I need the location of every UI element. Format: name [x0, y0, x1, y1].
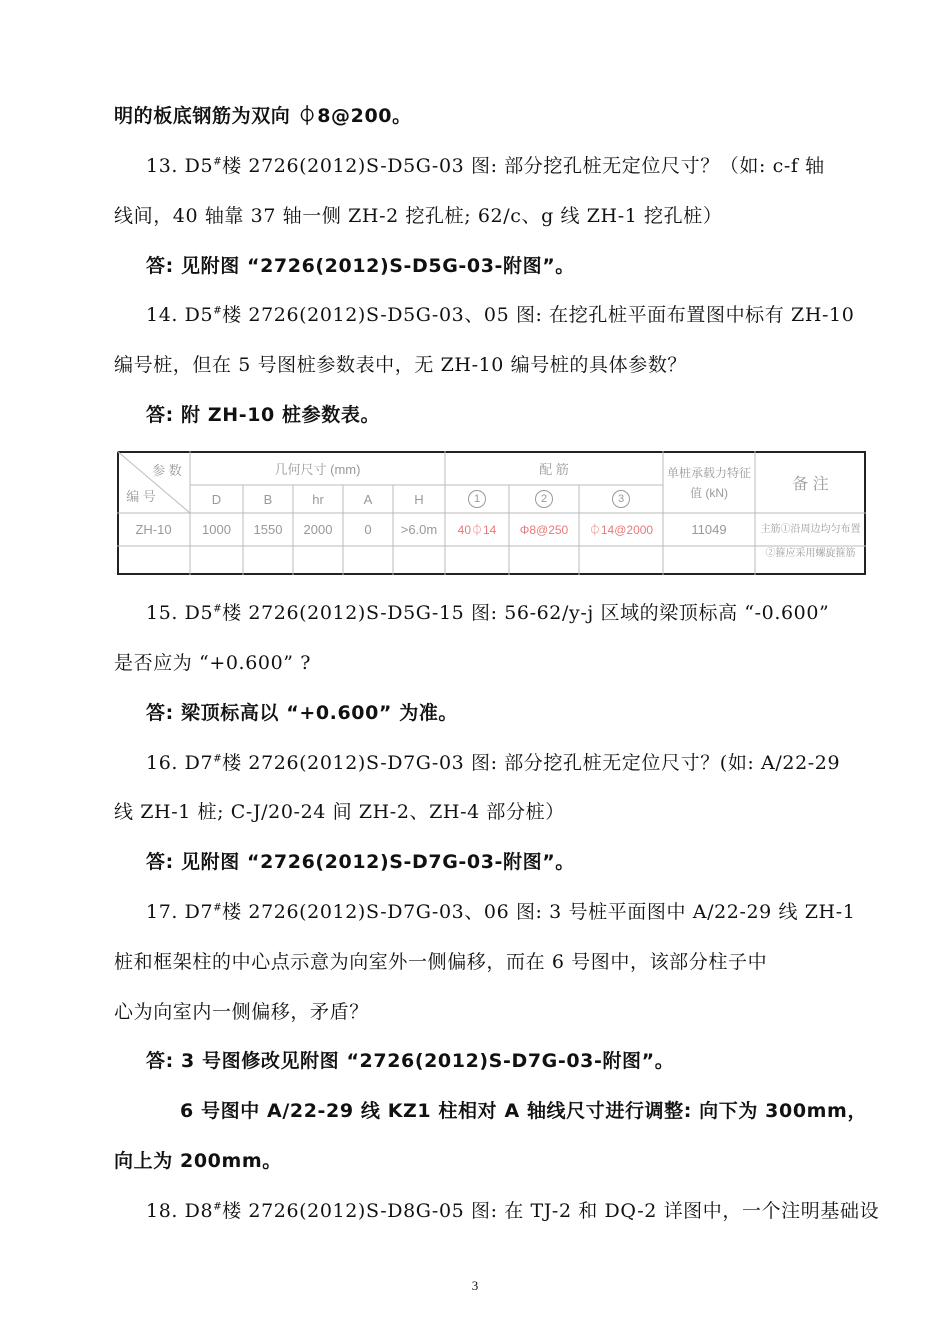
paragraph-line: 向上为 200mm。 — [114, 1150, 282, 1172]
rebar-index-1: 1 — [445, 485, 509, 513]
paragraph-line: 明的板底钢筋为双向 ⏀8@200。 — [114, 105, 412, 127]
cell-h: >6.0m — [400, 522, 438, 537]
paragraph-line: 是否应为 “+0.600” ? — [114, 652, 312, 674]
answer-13: 答: 见附图 “2726(2012)S-D5G-03-附图”。 — [146, 255, 575, 277]
question-17: 17. D7#楼 2726(2012)S-D7G-03、06 图: 3 号桩平面图中 A/22-29 线 ZH-1 — [146, 901, 856, 923]
rebar-index-3: 3 — [579, 485, 663, 513]
cell-rebar-1: 40⏀14 — [457, 523, 497, 537]
question-13: 13. D5#楼 2726(2012)S-D5G-03 图: 部分挖孔桩无定位尺寸？（如: c-f 轴 — [146, 155, 825, 177]
header-remark: 备 注 — [792, 475, 829, 493]
answer-17-detail: 6 号图中 A/22-29 线 KZ1 柱相对 A 轴线尺寸进行调整: 向下为 300mm， — [180, 1100, 868, 1122]
paragraph-line: 桩和框架柱的中心点示意为向室外一侧偏移，而在 6 号图中，该部分柱子中 — [114, 951, 768, 973]
cell-rebar-3: ⏀14@2000 — [588, 523, 654, 537]
paragraph-line: 线 ZH-1 桩; C-J/20-24 间 ZH-2、ZH-4 部分桩） — [114, 801, 565, 823]
cell-capacity: 11049 — [691, 522, 727, 537]
pile-parameter-table — [117, 451, 866, 575]
cell-rebar-2: Φ8@250 — [519, 522, 569, 537]
answer-17: 答: 3 号图修改见附图 “2726(2012)S-D7G-03-附图”。 — [146, 1050, 675, 1072]
cell-b: 1550 — [253, 522, 283, 537]
paragraph-line: 心为向室内一侧偏移，矛盾？ — [114, 1001, 369, 1023]
sub-header-d: D — [211, 491, 222, 507]
question-16: 16. D7#楼 2726(2012)S-D7G-03 图: 部分挖孔桩无定位尺寸？(如: A/22-29 — [146, 752, 841, 774]
sub-header-a: A — [363, 491, 373, 507]
question-14: 14. D5#楼 2726(2012)S-D5G-03、05 图: 在挖孔桩平面布置图中标有 ZH-10 — [146, 304, 855, 326]
question-15: 15. D5#楼 2726(2012)S-D5G-15 图: 56-62/y-j 区域的梁顶标高 “-0.600” — [146, 602, 830, 624]
cell-id: ZH-10 — [135, 522, 172, 537]
question-18: 18. D8#楼 2726(2012)S-D8G-05 图: 在 TJ-2 和 DQ-2 详图中，一个注明基础设 — [146, 1200, 880, 1222]
cell-a: 0 — [364, 522, 372, 537]
sub-header-h: H — [414, 491, 424, 507]
rebar-index-2: 2 — [509, 485, 579, 513]
answer-15: 答: 梁顶标高以 “+0.600” 为准。 — [146, 702, 459, 724]
paragraph-line: 编号桩，但在 5 号图桩参数表中，无 ZH-10 编号桩的具体参数？ — [114, 354, 688, 376]
cell-remark-1: 主筋①沿周边均匀布置 — [760, 523, 861, 535]
cell-d: 1000 — [202, 522, 231, 537]
paragraph-line: 线间，40 轴靠 37 轴一侧 ZH-2 挖孔桩; 62/c、g 线 ZH-1 挖孔桩） — [114, 205, 723, 227]
header-capacity: 单桩承载力特征值 (kN) — [666, 466, 751, 500]
answer-16: 答: 见附图 “2726(2012)S-D7G-03-附图”。 — [146, 851, 575, 873]
header-rebar: 配 筋 — [539, 461, 569, 477]
page-number: 3 — [471, 1278, 479, 1293]
cell-hr: 2000 — [303, 522, 333, 537]
sub-header-hr: hr — [312, 491, 324, 507]
header-geometry: 几何尺寸 (mm) — [274, 461, 361, 477]
cell-remark-2: ②箍应采用螺旋箍筋 — [765, 547, 856, 559]
sub-header-b: B — [263, 491, 273, 507]
corner-header-params: 参 数 — [152, 462, 182, 478]
corner-header-id: 编 号 — [126, 488, 156, 504]
answer-14: 答: 附 ZH-10 桩参数表。 — [146, 404, 381, 426]
